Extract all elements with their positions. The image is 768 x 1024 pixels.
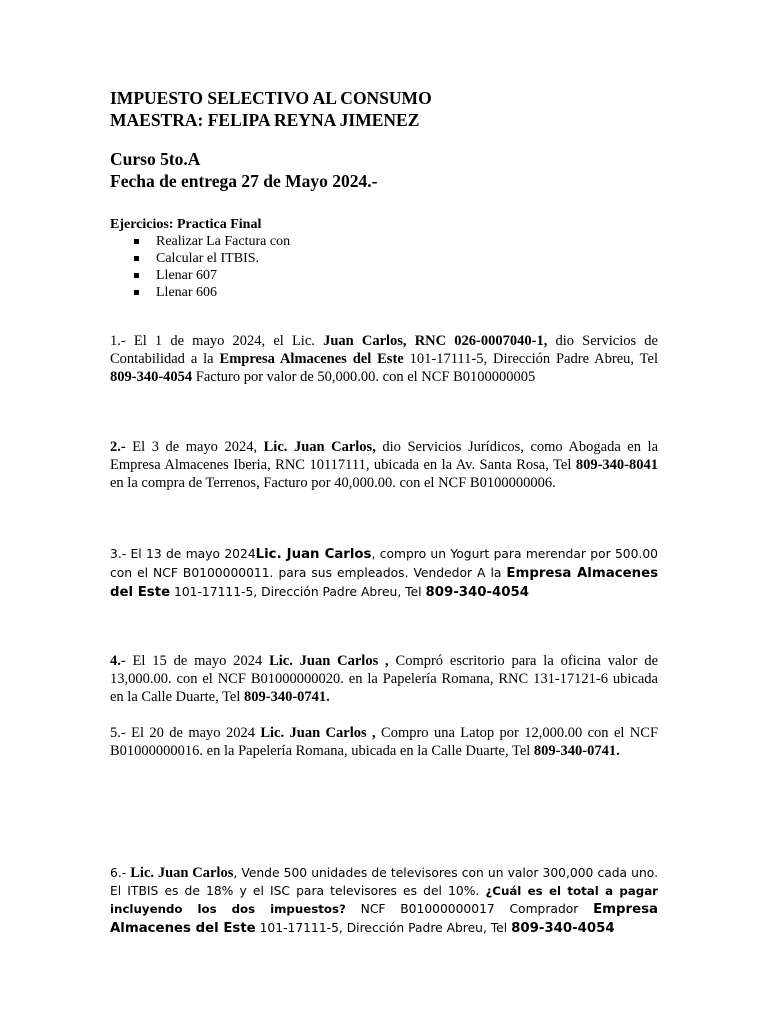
exercise-4	[110, 652, 658, 706]
bold-text: 809-340-0741.	[244, 689, 330, 705]
exercise-6	[110, 864, 658, 938]
text: 101-17111-5, Dirección Padre Abreu, Tel	[255, 921, 512, 935]
bold-text: Lic. Juan Carlos ,	[269, 653, 389, 669]
bold-text: Lic. Juan Carlos	[255, 547, 372, 562]
bold-text: Juan Carlos, RNC 026-0007040-1,	[323, 333, 548, 349]
title-line-2: MAESTRA: FELIPA REYNA JIMENEZ	[110, 110, 420, 130]
bold-text: 809-340-4054	[511, 921, 615, 936]
text: , compro un Yogurt para merendar por 500.00 con el NCF B0100000011. para sus empleados. Vendedor A la	[110, 547, 658, 580]
bold-text: Lic. Juan Carlos,	[263, 439, 376, 455]
text: dio Servicios de Contabilidad a la	[110, 333, 658, 367]
bold-question: ¿Cuál es el total a pagar incluyendo los dos impuestos?	[110, 884, 658, 916]
text: 5.- El 20 de mayo 2024	[110, 725, 261, 741]
bold-text: 809-340-0741	[533, 743, 617, 759]
text: Compro una Latop por 12,000.00 con el NCF B01000000016. en la Papelería Romana, ubicada en la Calle Duarte, Tel	[110, 725, 659, 759]
exercise-2	[110, 438, 658, 492]
list-item: Calcular el ITBIS.	[156, 250, 658, 267]
exercise-5	[110, 724, 658, 760]
bold-text: Lic. Juan Carlos ,	[260, 725, 376, 741]
document-title	[110, 87, 658, 131]
due-date: Fecha de entrega 27 de Mayo 2024.-	[110, 171, 378, 191]
exercises-section	[110, 216, 658, 301]
bold-text: Empresa Almacenes del Este	[219, 351, 404, 367]
list-item: Llenar 607	[156, 267, 658, 284]
bold-text: Empresa Almacenes del Este	[110, 566, 658, 600]
exercise-1	[110, 332, 658, 386]
bold-text: 809-340-8041	[575, 457, 658, 473]
course-info	[110, 148, 658, 192]
title-line-1: IMPUESTO SELECTIVO AL CONSUMO	[110, 88, 432, 108]
text: 101-17111-5, Dirección Padre Abreu, Tel	[403, 351, 658, 367]
bold-text: Lic. Juan Carlos	[130, 865, 234, 881]
bold-text: .	[616, 743, 620, 759]
list-item: Realizar La Factura con	[156, 233, 658, 250]
text: El 3 de mayo 2024,	[125, 439, 264, 455]
exercise-3	[110, 545, 658, 602]
text: El 15 de mayo 2024	[125, 653, 270, 669]
bold-text: 4.-	[110, 653, 126, 669]
bold-text: Empresa Almacenes del Este	[110, 902, 659, 936]
exercises-heading: Ejercicios: Practica Final	[110, 217, 262, 232]
text: dio Servicios Jurídicos, como Abogada en la Empresa Almacenes Iberia, RNC 10117111, ubicada en la Av. Santa Rosa, Tel	[110, 439, 659, 473]
list-item: Llenar 606	[156, 284, 658, 301]
text: 1.- El 1 de mayo 2024, el Lic.	[110, 333, 324, 349]
text: en la compra de Terrenos, Facturo por 40,000.00. con el NCF B0100000006.	[110, 475, 556, 491]
course-name: Curso 5to.A	[110, 149, 201, 169]
text: NCF B01000000017 Comprador	[345, 902, 594, 916]
text: 3.- El 13 de mayo 2024	[110, 547, 256, 561]
text: Compró escritorio para la oficina valor de 13,000.00. con el NCF B01000000020. en la Papelería Romana, RNC 131-17121-6 ubicada en la Calle Duarte, Tel	[110, 653, 659, 705]
exercises-list	[110, 233, 658, 301]
bold-text: 2.-	[110, 439, 126, 455]
bold-text: 809-340-4054	[110, 369, 193, 385]
text: 6.-	[110, 866, 131, 880]
text: Facturo por valor de 50,000.00. con el NCF B0100000005	[192, 369, 536, 385]
bold-text: 809-340-4054	[425, 585, 530, 600]
text: , Vende 500 unidades de televisores con un valor 300,000 cada uno. El ITBIS es de 18% y el ISC para televisores es del 10%.	[110, 866, 658, 898]
text: 101-17111-5, Dirección Padre Abreu, Tel	[170, 585, 426, 599]
